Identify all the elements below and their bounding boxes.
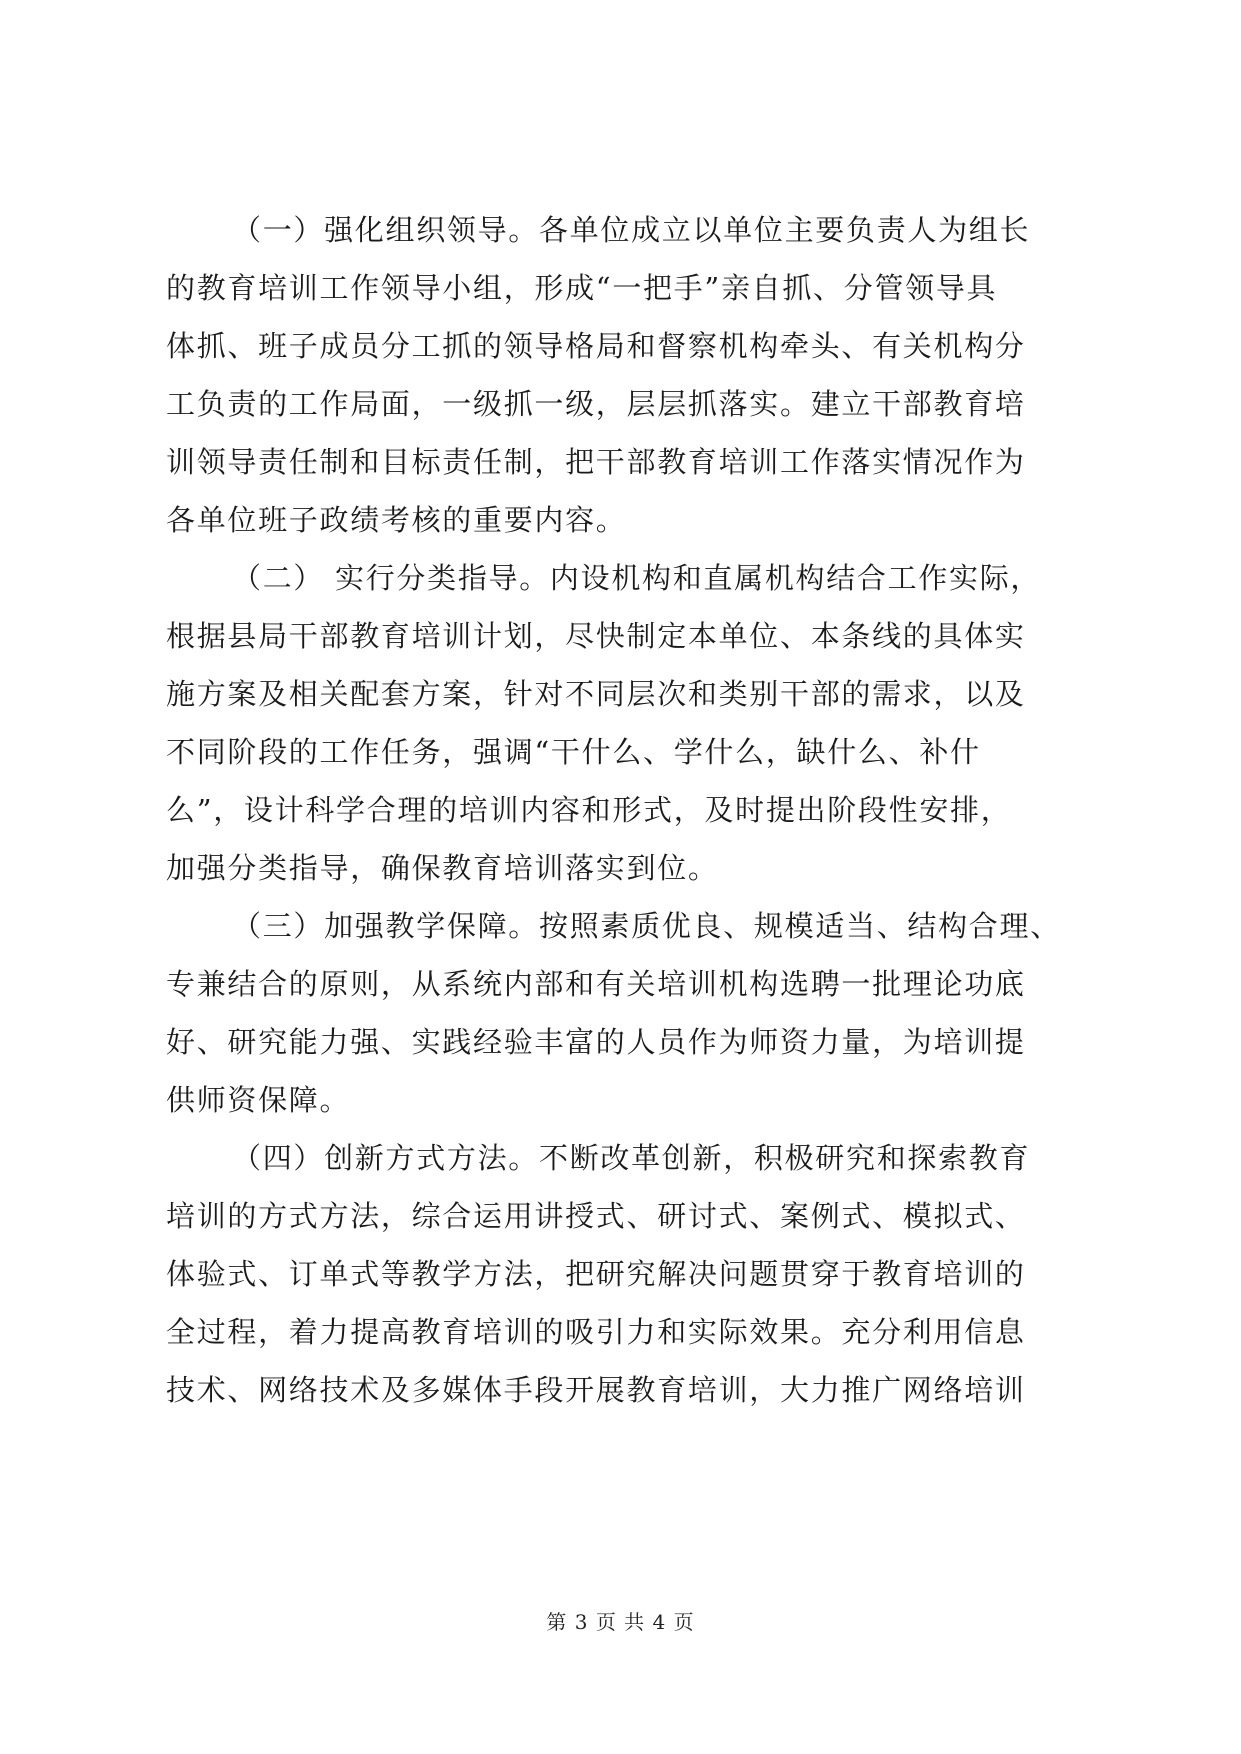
paragraph-1-line-6: 各单位班子政绩考核的重要内容。 xyxy=(166,503,627,537)
paragraph-1-line-4: 工负责的工作局面，一级抓一级，层层抓落实。建立干部教育培 xyxy=(166,387,1026,421)
paragraph-4-line-2: 培训的方式方法，综合运用讲授式、研讨式、案例式、模拟式、 xyxy=(166,1199,1026,1233)
paragraph-3-line-1: （三）加强教学保障。按照素质优良、规模适当、结构合理、 xyxy=(232,909,1061,943)
paragraph-4-line-1: （四）创新方式方法。不断改革创新，积极研究和探索教育 xyxy=(232,1141,1031,1175)
paragraph-1-line-5: 训领导责任制和目标责任制，把干部教育培训工作落实情况作为 xyxy=(166,445,1026,479)
page-number-footer: 第 3 页 共 4 页 xyxy=(546,1610,695,1634)
paragraph-2-line-1: （二） 实行分类指导。内设机构和直属机构结合工作实际， xyxy=(232,561,1042,595)
paragraph-4-line-3: 体验式、订单式等教学方法，把研究解决问题贯穿于教育培训的 xyxy=(166,1257,1026,1291)
paragraph-1-line-2: 的教育培训工作领导小组，形成“一把手”亲自抓、分管领导具 xyxy=(166,271,998,305)
paragraph-3-line-4: 供师资保障。 xyxy=(166,1083,351,1117)
paragraph-3-line-2: 专兼结合的原则，从系统内部和有关培训机构选聘一批理论功底 xyxy=(166,967,1026,1001)
paragraph-2-line-6: 加强分类指导，确保教育培训落实到位。 xyxy=(166,851,719,885)
paragraph-1-line-3: 体抓、班子成员分工抓的领导格局和督察机构牵头、有关机构分 xyxy=(166,329,1026,363)
paragraph-2-line-3: 施方案及相关配套方案，针对不同层次和类别干部的需求，以及 xyxy=(166,677,1026,711)
paragraph-1-line-1: （一）强化组织领导。各单位成立以单位主要负责人为组长 xyxy=(232,213,1031,247)
paragraph-4-line-4: 全过程，着力提高教育培训的吸引力和实际效果。充分利用信息 xyxy=(166,1315,1026,1349)
paragraph-4-line-5: 技术、网络技术及多媒体手段开展教育培训，大力推广网络培训 xyxy=(166,1373,1026,1407)
paragraph-2-line-5: 么”，设计科学合理的培训内容和形式，及时提出阶段性安排， xyxy=(166,793,1012,827)
paragraph-2-line-4: 不同阶段的工作任务，强调“干什么、学什么，缺什么、补什 xyxy=(166,735,981,769)
paragraph-2-line-2: 根据县局干部教育培训计划，尽快制定本单位、本条线的具体实 xyxy=(166,619,1026,653)
paragraph-3-line-3: 好、研究能力强、实践经验丰富的人员作为师资力量，为培训提 xyxy=(166,1025,1026,1059)
